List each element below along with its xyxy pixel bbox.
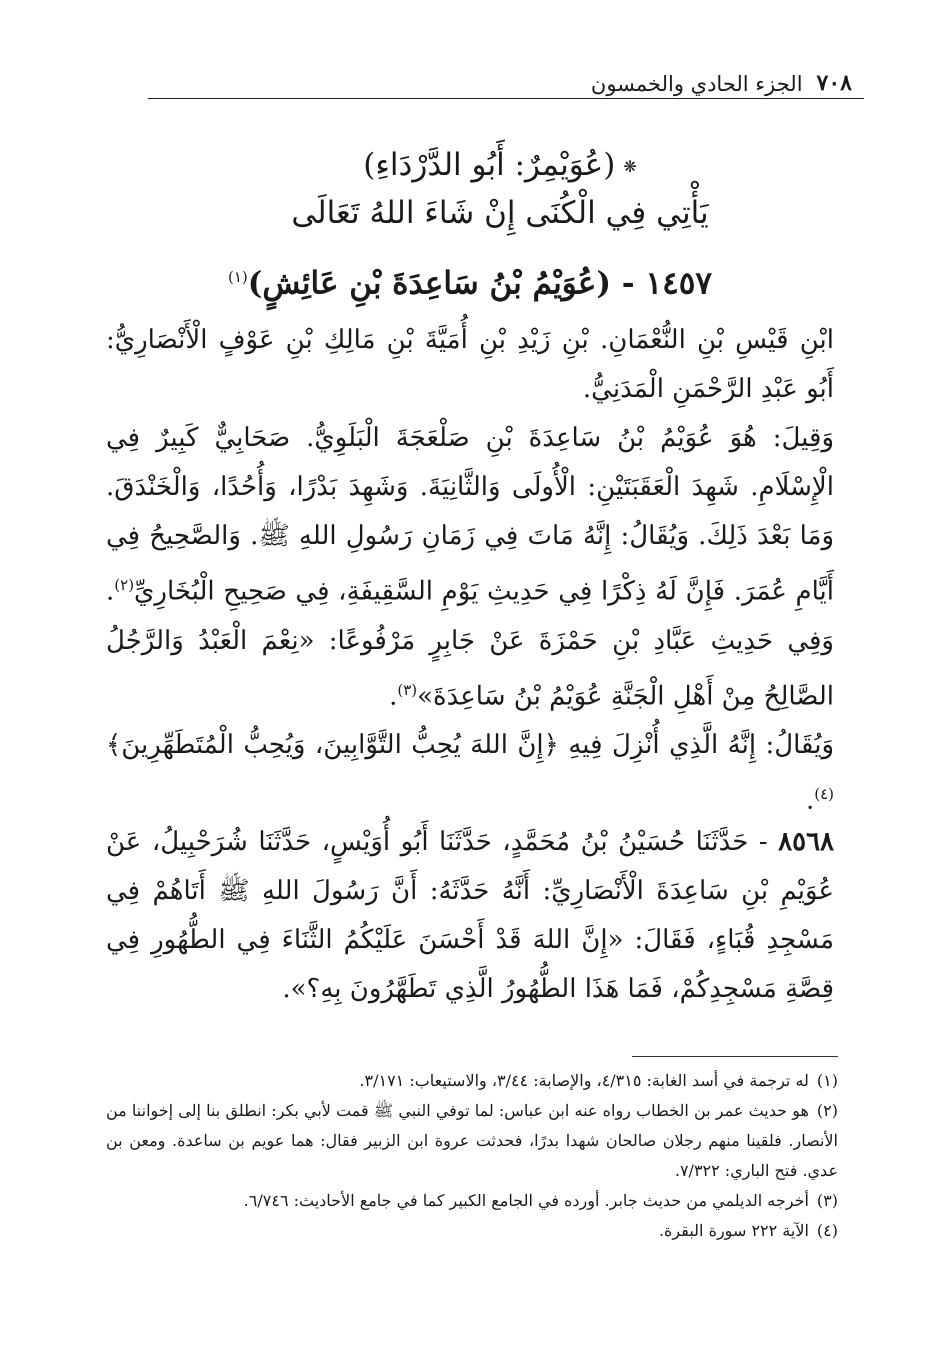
footnote-text: الآية ٢٢٢ سورة البقرة.: [658, 1221, 809, 1240]
cross-reference-line-1: [130, 142, 870, 190]
body-paragraph-text: وَفِي حَدِيثِ عَبَّادِ بْنِ حَمْزَةَ عَنْ جَابِرٍ مَرْفُوعًا: «نِعْمَ الْعَبْدُ وَالرَّجُلُ الصَّالِحُ مِنْ أَهْلِ الْجَنَّةِ عُوَيْمُ بْنُ سَاعِدَةَ»: [106, 625, 834, 712]
body-paragraph-text: وَقِيلَ: هُوَ عُوَيْمُ بْنُ سَاعِدَةَ بْنِ صَلْعَجَةَ الْبَلَوِيُّ. صَحَابِيٌّ كَبِيرٌ فِي الْإِسْلَامِ. شَهِدَ الْعَقَبَتَيْنِ: الْأُولَى وَالثَّانِيَةَ. وَشَهِدَ بَدْرًا، وَأُحُدًا، وَالْخَنْدَقَ. وَمَا بَعْدَ ذَلِكَ. وَيُقَالُ: إِنَّهُ مَاتَ فِي زَمَانِ رَسُولِ اللهِ ﷺ. وَالصَّحِيحُ فِي أَيَّامِ عُمَرَ. فَإِنَّ لَهُ ذِكْرًا فِي حَدِيثِ يَوْمِ السَّقِيفَةِ، فِي صَحِيحِ الْبُخَارِيِّ: [106, 423, 834, 607]
entry-body: [106, 316, 834, 826]
footnote-number: (٣): [816, 1191, 838, 1210]
footnote-ref-1: (١): [227, 268, 248, 286]
body-paragraph: وَيُقَالُ: إِنَّهُ الَّذِي أُنْزِلَ فِيهِ ﴿إِنَّ اللهَ يُحِبُّ التَّوَّابِينَ، وَيُحِبُّ الْمُتَطَهِّرِينَ﴾$^{(٤)}$.: [106, 730, 834, 816]
footnote: [106, 1186, 838, 1216]
running-header: [134, 62, 852, 96]
entry-heading: [100, 252, 840, 308]
footnote-text: أخرجه الديلمي من حديث جابر. أورده في الجامع الكبير كما في جامع الأحاديث: ٦/٧٤٦.: [243, 1191, 809, 1210]
body-paragraph: [106, 316, 834, 414]
cross-reference-line-2: يَأْتِي فِي الْكُنَى إِنْ شَاءَ اللهُ تَعَالَى: [291, 195, 709, 231]
body-paragraph-text: ابْنِ قَيْسِ بْنِ النُّعْمَانِ. بْنِ زَيْدِ بْنِ أُمَيَّةَ بْنِ مَالِكِ بْنِ عَوْفٍ الْأَنْصَارِيُّ: أَبُو عَبْدِ الرَّحْمَنِ الْمَدَنِيُّ.: [106, 325, 834, 404]
footnote-number: (١): [816, 1071, 838, 1090]
hadith-text: - حَدَّثَنَا حُسَيْنُ بْنُ مُحَمَّدٍ، حَدَّثَنَا أَبُو أُوَيْسٍ، حَدَّثَنَا شُرَحْبِيلُ، عَنْ عُوَيْمِ بْنِ سَاعِدَةَ الْأَنْصَارِيِّ: أَنَّهُ حَدَّثَهُ: أَنَّ رَسُولَ اللهِ ﷺ أَتَاهُمْ فِي مَسْجِدِ قُبَاءٍ، فَقَالَ: «إِنَّ اللهَ قَدْ أَحْسَنَ عَلَيْكُمُ الثَّنَاءَ فِي الطُّهُورِ فِي قِصَّةِ مَسْجِدِكُمْ، فَمَا هَذَا الطُّهُورُ الَّذِي تَطَهَّرُونَ بِهِ؟».: [106, 827, 834, 1004]
footnote-number: (٤): [816, 1221, 838, 1240]
hadith-number: ٨٥٦٨: [778, 827, 835, 857]
cross-reference: [130, 142, 870, 237]
footnote-ref-4: (٤): [814, 785, 834, 804]
footnote: [106, 1066, 838, 1096]
footnote-ref-2: (٢): [114, 576, 135, 594]
header-divider: [148, 98, 864, 99]
footnote-ref-3: (٣): [397, 680, 418, 699]
hadith-block: [106, 818, 834, 1014]
body-paragraph-text: وَيُقَالُ: إِنَّهُ الَّذِي أُنْزِلَ فِيهِ ﴿إِنَّ اللهَ يُحِبُّ التَّوَّابِينَ، وَيُحِبُّ الْمُتَطَهِّرِينَ﴾: [106, 730, 834, 761]
footnote-text: له ترجمة في أسد الغابة: ٤/٣١٥، والإصابة: ٣/٤٤، والاستيعاب: ٣/١٧١.: [359, 1071, 809, 1090]
body-paragraph: وَقِيلَ: هُوَ عُوَيْمُ بْنُ سَاعِدَةَ بْنِ صَلْعَجَةَ الْبَلَوِيُّ. صَحَابِيٌّ كَبِيرٌ فِي الْإِسْلَامِ. شَهِدَ الْعَقَبَتَيْنِ: الْأُولَى وَالثَّانِيَةَ. وَشَهِدَ بَدْرًا، وَأُحُدًا، وَالْخَنْدَقَ. وَمَا بَعْدَ ذَلِكَ. وَيُقَالُ: إِنَّهُ مَاتَ فِي زَمَانِ رَسُولِ اللهِ ﷺ. وَالصَّحِيحُ فِي أَيَّامِ عُمَرَ. فَإِنَّ لَهُ ذِكْرًا فِي حَدِيثِ يَوْمِ السَّقِيفَةِ، فِي صَحِيحِ الْبُخَارِيِّ$^{(٢)}$. وَفِي حَدِيثِ عَبَّادِ بْنِ حَمْزَةَ عَنْ جَابِرٍ مَرْفُوعًا: «نِعْمَ الْعَبْدُ وَالرَّجُلُ الصَّالِحُ مِنْ أَهْلِ الْجَنَّةِ عُوَيْمُ بْنُ سَاعِدَةَ»$^{(٣)}$.: [106, 423, 834, 712]
page-number: ٧٠٨: [816, 70, 852, 96]
part-title: الجزء الحادي والخمسون: [590, 72, 803, 96]
footnote: [106, 1096, 838, 1186]
footnote: [106, 1216, 838, 1246]
asterisk-icon: ❋: [623, 157, 637, 176]
entry-heading-text: ١٤٥٧ - (عُوَيْمُ بْنُ سَاعِدَةَ بْنِ عَائِشٍ): [247, 265, 713, 302]
footnote-divider: [632, 1056, 838, 1057]
footnotes: [106, 1066, 838, 1246]
footnote-text: هو حديث عمر بن الخطاب رواه عنه ابن عباس: لما توفي النبي ﷺ قمت لأبي بكر: انطلق بنا إلى إخواننا من الأنصار. فلقينا منهم رجلان صالحان شهدا بدرًا، فحدثت عروة ابن الزبير فقال: هما عويم بن ساعدة. ومعن بن عدي. فتح الباري: ٧/٣٢٢.: [106, 1101, 838, 1180]
cross-reference-name: (عُوَيْمِرٌ: أَبُو الدَّرْدَاءِ): [363, 147, 616, 183]
footnote-number: (٢): [816, 1101, 838, 1120]
